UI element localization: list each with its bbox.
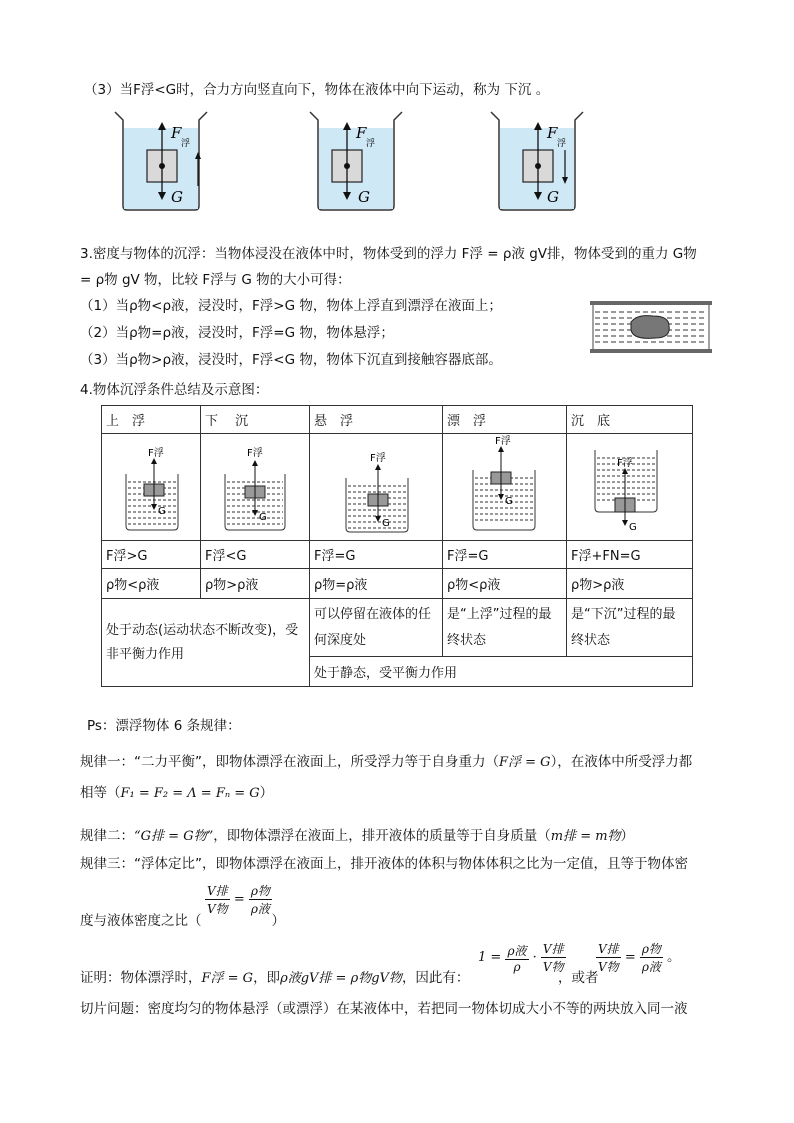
rule1-formula: F浮 = G (499, 755, 551, 770)
rule3-text-b: 度与液体密度之比（ (80, 913, 202, 929)
force-suspend: F浮=G (310, 541, 443, 569)
force-sink: F浮<G (201, 541, 310, 569)
force-rise: F浮>G (102, 541, 201, 569)
g-label: G (259, 512, 267, 523)
proof-equation: 1 = $\frac{\text{ρ液}}{\rho}$ · $\frac{\text{V排}}{\text{V物}}$ (478, 942, 564, 974)
rule1-text-d: ） (259, 785, 274, 801)
rule1-text-b: ），在液体中所受浮力都 (550, 754, 693, 770)
f-float-label: F浮 (370, 453, 386, 464)
beaker-figure-1 (111, 106, 211, 216)
ps-title: Ps：漂浮物体 6 条规律： (87, 718, 241, 734)
proof-text-b: ，即 (253, 970, 281, 986)
header-bottom: 沉 底 (567, 406, 693, 434)
header-sink: 下 沉 (201, 406, 310, 434)
f-label: F (356, 124, 367, 142)
rule1-line2 (80, 783, 273, 804)
f-float-label: F浮 (247, 448, 263, 459)
f-sub: 浮 (181, 139, 191, 149)
header-float: 漂 浮 (443, 406, 567, 434)
force-bottom: F浮+FN=G (567, 541, 693, 569)
proof-text-a: 证明：物体漂浮时， (80, 970, 202, 986)
proof-eq2: ρ液gV排 = ρ物gV物 (280, 971, 402, 986)
rule2-text-b: ，即物体漂浮在液面上，排开液体的质量等于自身质量（ (213, 828, 551, 844)
rule2-text-c: ） (620, 828, 635, 844)
f-sub: 浮 (557, 139, 567, 149)
sink-note: 是“下沉”过程的最终状态 (567, 599, 693, 657)
summary-title: 4.物体沉浮条件总结及示意图： (80, 382, 269, 398)
density-sink: ρ物>ρ液 (201, 569, 310, 599)
g-label: G (158, 506, 166, 517)
f-float-label: F浮 (148, 448, 164, 459)
sink-float-table (101, 405, 693, 687)
f-label: F (171, 124, 182, 142)
rule1-text-a: 规律一：“二力平衡”，即物体漂浮在液面上，所受浮力等于自身重力（ (80, 754, 499, 770)
g-label: G (629, 522, 637, 533)
header-suspend: 悬 浮 (310, 406, 443, 434)
f-float-label: F浮 (495, 436, 511, 447)
density-case-1: （1）当ρ物<ρ液，浸没时，F浮>G 物，物体上浮直到漂浮在液面上； (80, 298, 502, 314)
rule1-equation: F₁ = F₂ = Λ = Fₙ = G (120, 786, 260, 801)
proof-equation-2: $\frac{\text{V排}}{\text{V物}}$ = $\frac{\text{ρ物}}{\text{ρ液}}$ 。 (598, 942, 681, 974)
proof-line (80, 968, 469, 989)
section3-line: （3）当F浮<G时，合力方向竖直向下，物体在液体中向下运动，称为 下沉 。 (84, 82, 550, 98)
density-case-3: （3）当ρ物>ρ液，浸没时，F浮<G 物，物体下沉直到接触容器底部。 (80, 352, 502, 368)
dynamic-note: 处于动态(运动状态不断改变)，受非平衡力作用 (102, 599, 310, 687)
diagram-bottom (567, 434, 693, 541)
rule3-line1: 规律三：“浮体定比”，即物体漂浮在液面上，排开液体的体积与物体体积之比为一定值，且等于物体密 (80, 856, 688, 872)
float-note: 是“上浮”过程的最终状态 (443, 599, 567, 657)
rule3-text-c: ） (271, 913, 285, 929)
proof-eq1: F浮 = G (201, 971, 254, 986)
density-case-2: （2）当ρ物=ρ液，浸没时，F浮=G 物，物体悬浮； (80, 325, 394, 341)
beaker-figure-2 (306, 106, 406, 216)
fraction-volume: $\frac{\text{V排}}{\text{V物}}$ (207, 884, 228, 916)
diagram-sink (201, 434, 310, 541)
f-sub: 浮 (366, 139, 376, 149)
f-label: F (547, 124, 558, 142)
density-float: ρ物<ρ液 (443, 569, 567, 599)
proof-text-c: ，因此有： (401, 970, 470, 986)
rule3-fraction: $\frac{\text{V排}}{\text{V物}}$ = $\frac{\text{ρ物}}{\text{ρ液}}$ (207, 884, 270, 916)
g-label: G (505, 496, 513, 507)
g-label: G (382, 518, 390, 529)
header-rise: 上 浮 (102, 406, 201, 434)
g-label: G (358, 188, 370, 206)
density-rise: ρ物<ρ液 (102, 569, 201, 599)
f-float-label: F浮 (617, 458, 633, 469)
rule2-equation: “G排 = G物” (134, 829, 214, 844)
slice-problem-line: 切片问题：密度均匀的物体悬浮（或漂浮）在某液体中，若把同一物体切成大小不等的两块放入同一液 (80, 1001, 688, 1017)
density-intro-2: = ρ物 gV 物，比较 F浮与 G 物的大小可得： (80, 272, 351, 288)
beaker-figure-3 (487, 106, 587, 216)
rule2-equation-mass: m排 = m物 (550, 829, 621, 844)
diagram-float (443, 434, 567, 541)
diagram-rise (102, 434, 201, 541)
rule3-line2 (80, 911, 285, 931)
container-illustration (589, 300, 713, 354)
rule1-text-c: 相等（ (80, 785, 121, 801)
density-intro-1: 3.密度与物体的沉浮：当物体浸没在液体中时，物体受到的浮力 F浮 = ρ液 gV排，物体受到的重力 G物 (80, 246, 697, 262)
fraction-density: $\frac{\text{ρ物}}{\text{ρ液}}$ (250, 884, 270, 916)
rule2-line (80, 826, 634, 847)
suspend-note: 可以停留在液体的任何深度处 (310, 599, 443, 657)
force-float: F浮=G (443, 541, 567, 569)
proof-or: ，或者 (558, 970, 599, 986)
static-note: 处于静态，受平衡力作用 (310, 657, 693, 687)
g-label: G (171, 188, 183, 206)
diagram-suspend (310, 434, 443, 541)
rule1-line1 (80, 752, 692, 773)
density-bottom: ρ物>ρ液 (567, 569, 693, 599)
density-suspend: ρ物=ρ液 (310, 569, 443, 599)
g-label: G (547, 188, 559, 206)
rule2-text-a: 规律二： (80, 828, 134, 844)
